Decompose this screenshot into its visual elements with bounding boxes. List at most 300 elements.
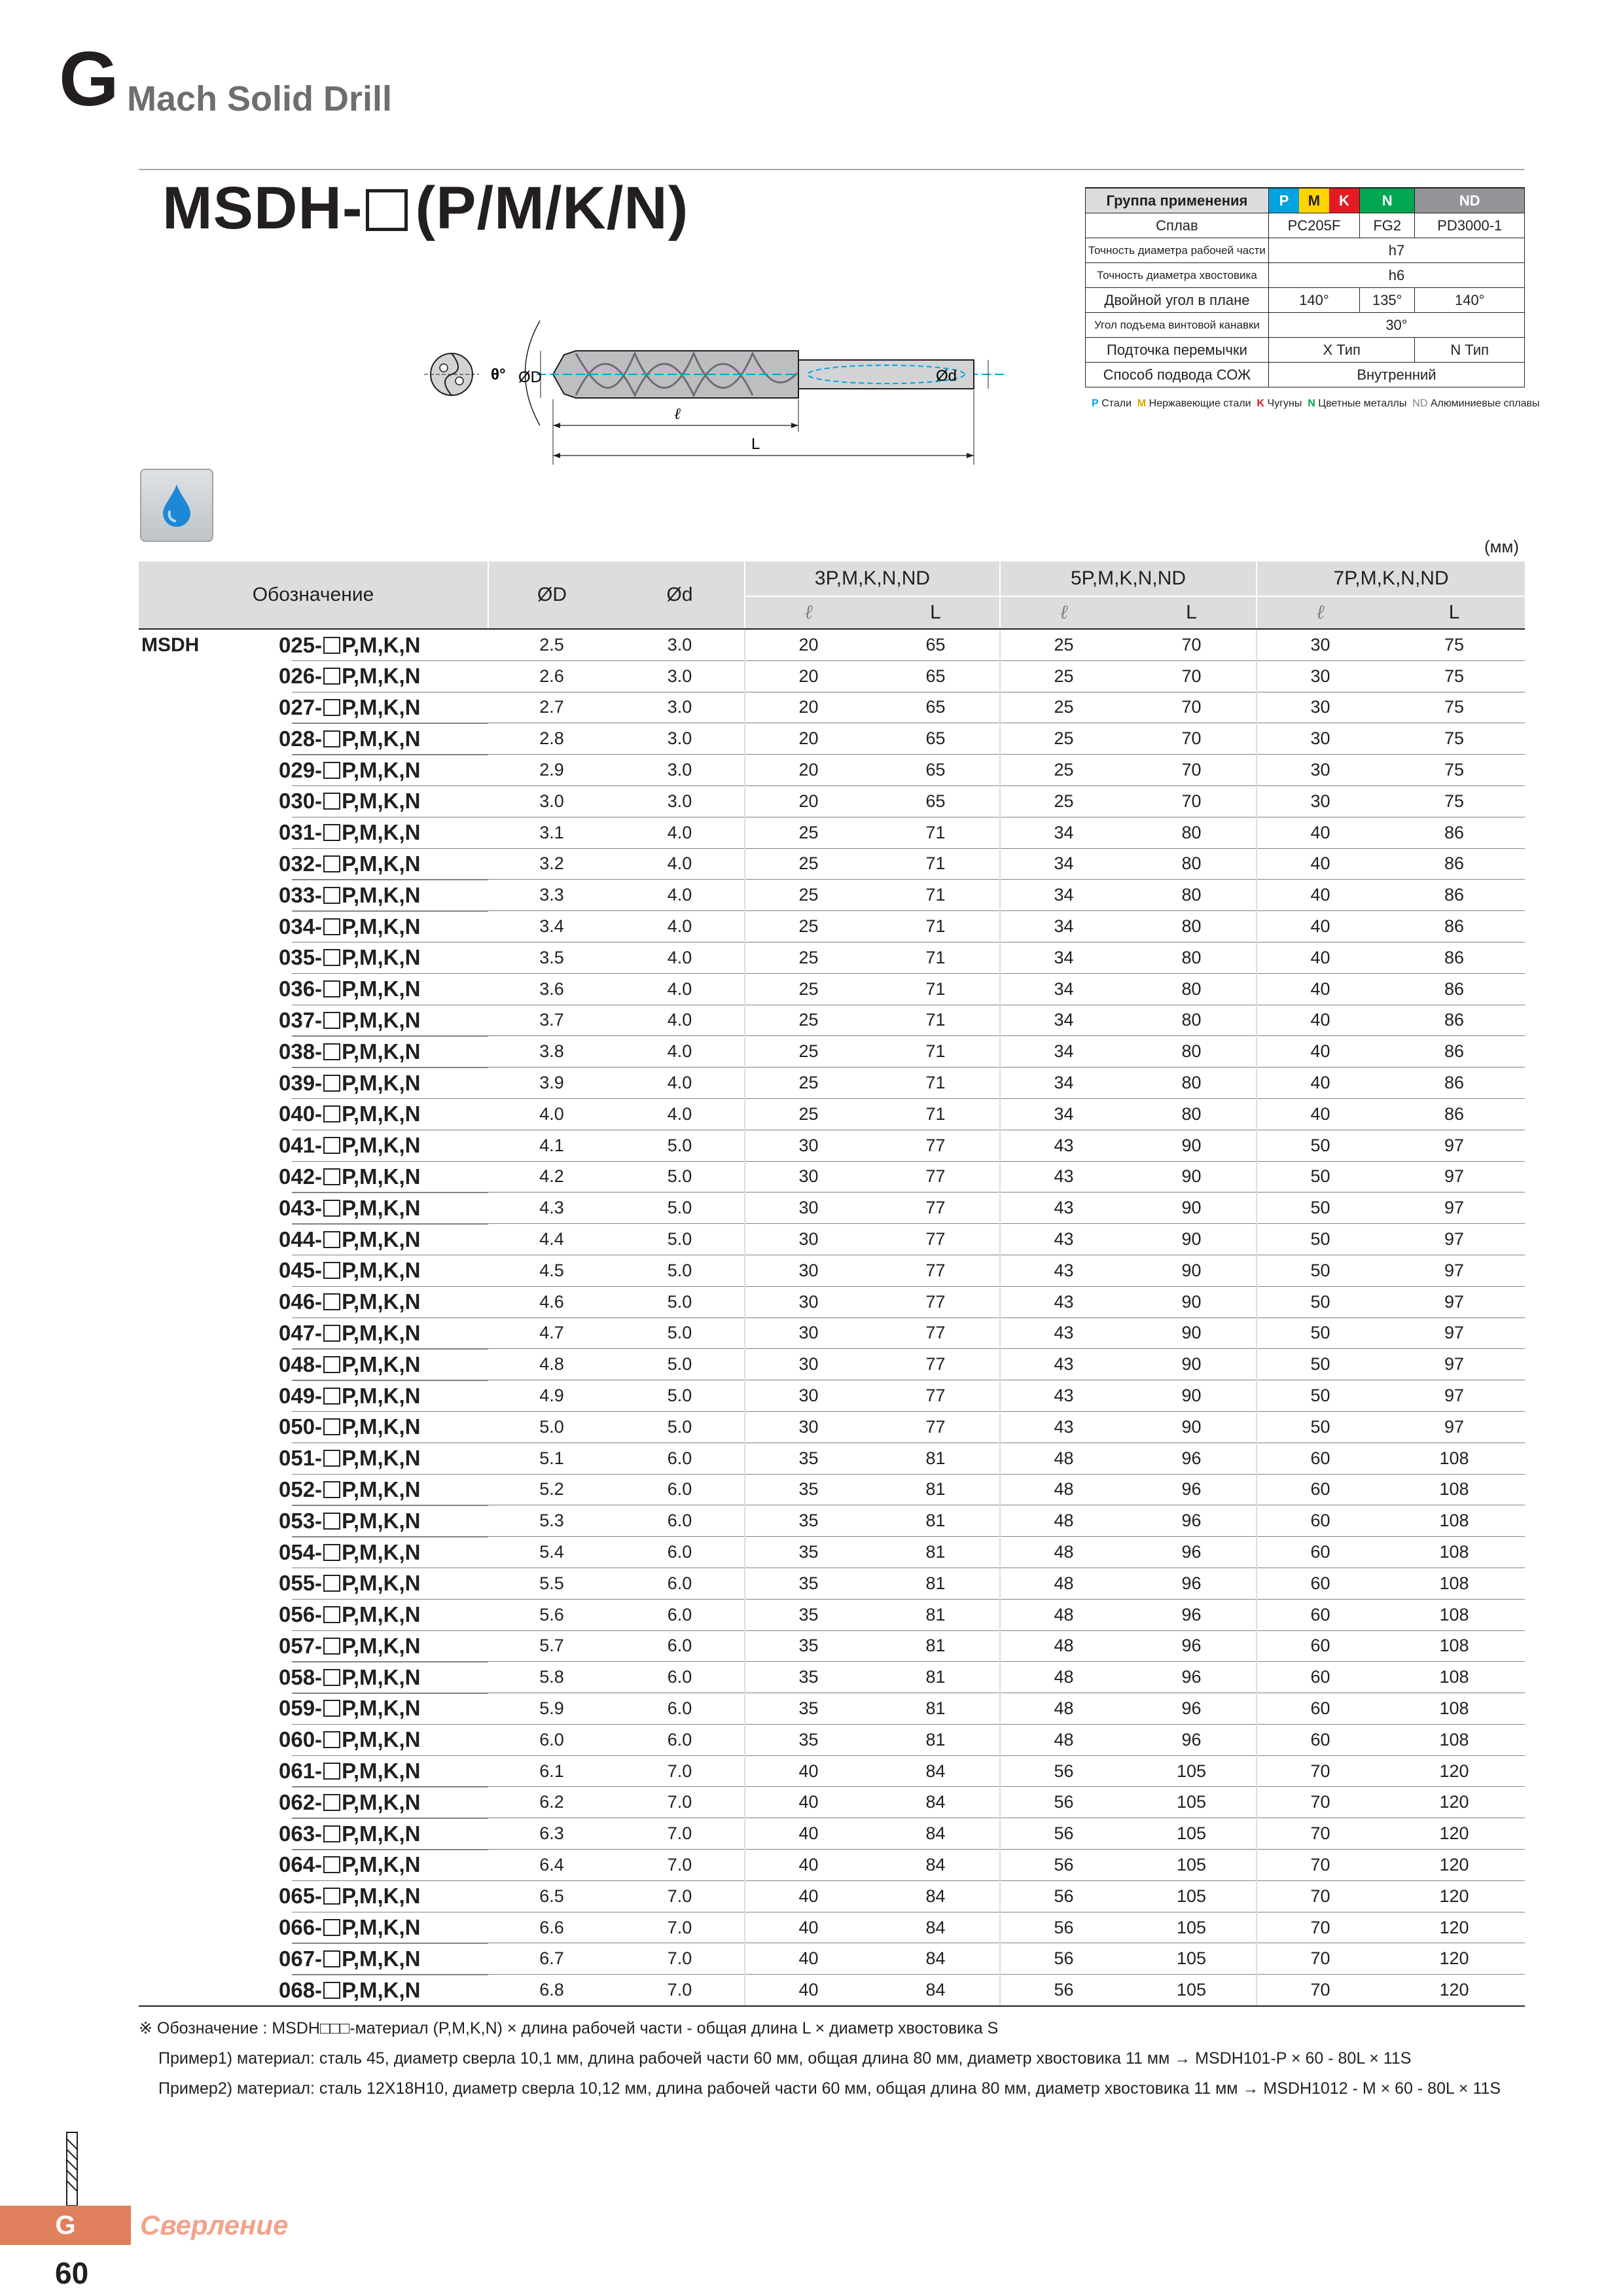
cell-L3: 65 — [872, 723, 1000, 755]
cell-L3: 77 — [872, 1224, 1000, 1255]
cell-l3: 30 — [745, 1411, 872, 1443]
cell-diameter-D: 3.9 — [488, 1067, 615, 1099]
placeholder-square-icon — [323, 949, 340, 966]
cell-diameter-d: 6.0 — [615, 1662, 745, 1693]
cell-l3: 25 — [745, 911, 872, 942]
cell-l5: 34 — [1000, 973, 1127, 1005]
designation-suffix: P,M,K,N — [342, 1227, 421, 1251]
table-row — [139, 1880, 1525, 1912]
cell-diameter-d: 3.0 — [615, 785, 745, 817]
cell-L7: 75 — [1383, 785, 1525, 817]
cell-diameter-d: 5.0 — [615, 1224, 745, 1255]
spec-work-tol: h7 — [1268, 238, 1524, 263]
designation-suffix: P,M,K,N — [342, 1852, 421, 1877]
table-row — [139, 1568, 1525, 1599]
note-designation: ※ Обозначение : MSDH□□□-материал (P,M,K,N) × длина рабочей части - общая длина L × диаметр хвостовика S — [139, 2019, 999, 2037]
cell-l3: 40 — [745, 1975, 872, 2006]
cell-L3: 71 — [872, 1005, 1000, 1036]
designation-code — [279, 1196, 420, 1221]
designation-code — [279, 883, 420, 908]
cell-l3: 40 — [745, 1850, 872, 1881]
placeholder-square-icon — [323, 699, 340, 716]
cell-l3: 25 — [745, 1098, 872, 1130]
cell-l3: 20 — [745, 723, 872, 755]
designation-number: 061- — [279, 1759, 323, 1784]
series-cell — [139, 1850, 488, 1881]
cell-l7: 60 — [1257, 1474, 1383, 1505]
series-cell — [139, 1474, 488, 1505]
table-row — [139, 1318, 1525, 1349]
series-cell — [139, 1662, 488, 1693]
cell-l3: 40 — [745, 1755, 872, 1787]
cell-diameter-d: 4.0 — [615, 973, 745, 1005]
cell-diameter-D: 5.8 — [488, 1662, 615, 1693]
cell-diameter-d: 3.0 — [615, 692, 745, 723]
cell-L3: 65 — [872, 629, 1000, 660]
cell-diameter-d: 6.0 — [615, 1474, 745, 1505]
designation-number: 062- — [279, 1789, 323, 1814]
designation-number: 029- — [279, 757, 323, 782]
placeholder-square-icon — [323, 855, 340, 872]
cell-l5: 56 — [1000, 1975, 1127, 2006]
col-group-3: 3P,M,K,N,ND — [745, 562, 1000, 596]
cell-diameter-D: 3.0 — [488, 785, 615, 817]
cell-l3: 35 — [745, 1474, 872, 1505]
designation-suffix: P,M,K,N — [342, 1320, 421, 1345]
cell-l3: 35 — [745, 1599, 872, 1630]
cell-l5: 34 — [1000, 911, 1127, 942]
designation-number: 025- — [279, 632, 323, 657]
drawing-l-big-label: L — [751, 435, 760, 453]
cell-diameter-D: 2.6 — [488, 660, 615, 692]
spec-alloy-label: Сплав — [1086, 213, 1269, 238]
designation-number: 037- — [279, 1007, 323, 1032]
series-cell — [139, 1537, 488, 1568]
designation-suffix: P,M,K,N — [342, 914, 421, 939]
series-cell — [139, 1098, 488, 1130]
cell-L5: 105 — [1127, 1912, 1257, 1943]
cell-diameter-D: 5.6 — [488, 1599, 615, 1630]
cell-l5: 34 — [1000, 848, 1127, 880]
legend-nd-key: ND — [1412, 398, 1428, 409]
cell-l5: 43 — [1000, 1349, 1127, 1380]
cell-diameter-D: 6.5 — [488, 1880, 615, 1912]
cell-diameter-d: 5.0 — [615, 1286, 745, 1318]
designation-code — [279, 1008, 420, 1033]
placeholder-square-icon — [323, 1763, 340, 1780]
designation-code — [279, 1384, 420, 1408]
col-5-l: ℓ — [1000, 596, 1127, 629]
table-row — [139, 1193, 1525, 1224]
designation-number: 044- — [279, 1227, 323, 1251]
cell-L5: 96 — [1127, 1693, 1257, 1725]
cell-diameter-D: 3.2 — [488, 848, 615, 880]
col-3-l: ℓ — [745, 596, 872, 629]
cell-l3: 25 — [745, 1067, 872, 1099]
designation-number: 038- — [279, 1039, 323, 1064]
cell-l3: 30 — [745, 1286, 872, 1318]
cell-diameter-D: 2.9 — [488, 755, 615, 786]
cell-diameter-d: 4.0 — [615, 1098, 745, 1130]
designation-number: 040- — [279, 1102, 323, 1126]
designation-number: 034- — [279, 914, 323, 939]
cell-diameter-D: 2.7 — [488, 692, 615, 723]
drill-diagram — [419, 308, 1014, 471]
designation-code — [279, 664, 420, 689]
cell-L7: 108 — [1383, 1474, 1525, 1505]
cell-diameter-D: 4.5 — [488, 1255, 615, 1286]
cell-diameter-D: 4.0 — [488, 1098, 615, 1130]
designation-suffix: P,M,K,N — [342, 726, 421, 751]
table-row — [139, 973, 1525, 1005]
col-group-5: 5P,M,K,N,ND — [1000, 562, 1257, 596]
cell-L3: 71 — [872, 848, 1000, 880]
series-cell — [139, 817, 488, 848]
designation-code — [279, 1164, 420, 1189]
designation-number: 053- — [279, 1508, 323, 1533]
cell-l3: 35 — [745, 1505, 872, 1537]
legend-n-text: Цветные металлы — [1318, 398, 1407, 409]
cell-diameter-d: 5.0 — [615, 1411, 745, 1443]
designation-number: 042- — [279, 1164, 323, 1189]
cell-l5: 48 — [1000, 1724, 1127, 1755]
cell-L3: 81 — [872, 1693, 1000, 1725]
cell-L5: 80 — [1127, 848, 1257, 880]
cell-L7: 86 — [1383, 942, 1525, 973]
spec-group-label: Группа применения — [1086, 188, 1269, 213]
cell-l7: 40 — [1257, 1036, 1383, 1067]
cell-L7: 108 — [1383, 1568, 1525, 1599]
series-cell — [139, 1443, 488, 1474]
col-group-7: 7P,M,K,N,ND — [1257, 562, 1525, 596]
spec-work-tol-label: Точность диаметра рабочей части — [1086, 238, 1269, 263]
cell-l3: 35 — [745, 1693, 872, 1725]
designation-code — [279, 1571, 420, 1596]
cell-L3: 77 — [872, 1161, 1000, 1193]
designation-code — [279, 1696, 420, 1721]
group-nd-badge: ND — [1415, 188, 1525, 213]
cell-l7: 40 — [1257, 942, 1383, 973]
cell-l3: 20 — [745, 629, 872, 660]
cell-L5: 80 — [1127, 1098, 1257, 1130]
cell-l7: 60 — [1257, 1505, 1383, 1537]
series-cell — [139, 1130, 488, 1161]
cell-l3: 35 — [745, 1443, 872, 1474]
cell-L5: 90 — [1127, 1349, 1257, 1380]
placeholder-square-icon — [323, 887, 340, 904]
designation-number: 051- — [279, 1446, 323, 1471]
series-cell — [139, 755, 488, 786]
cell-diameter-d: 6.0 — [615, 1568, 745, 1599]
placeholder-square-icon — [323, 1137, 340, 1154]
placeholder-square-icon — [323, 1481, 340, 1498]
cell-L3: 77 — [872, 1411, 1000, 1443]
cell-diameter-D: 2.8 — [488, 723, 615, 755]
cell-L3: 81 — [872, 1630, 1000, 1662]
cell-l7: 70 — [1257, 1818, 1383, 1850]
cell-diameter-d: 6.0 — [615, 1599, 745, 1630]
designation-suffix: P,M,K,N — [342, 1508, 421, 1533]
designation-number: 055- — [279, 1571, 323, 1596]
table-row — [139, 1067, 1525, 1099]
cell-L5: 96 — [1127, 1630, 1257, 1662]
designation-suffix: P,M,K,N — [342, 1633, 421, 1658]
series-cell — [139, 1880, 488, 1912]
cell-L7: 108 — [1383, 1599, 1525, 1630]
cell-L5: 90 — [1127, 1193, 1257, 1224]
designation-suffix: P,M,K,N — [342, 664, 421, 689]
designation-suffix: P,M,K,N — [342, 1696, 421, 1721]
cell-L3: 84 — [872, 1787, 1000, 1818]
cell-l5: 43 — [1000, 1255, 1127, 1286]
cell-L5: 90 — [1127, 1380, 1257, 1412]
footer-section-letter: G — [0, 2206, 131, 2245]
cell-L7: 108 — [1383, 1693, 1525, 1725]
cell-L7: 108 — [1383, 1443, 1525, 1474]
designation-suffix: P,M,K,N — [342, 1664, 421, 1689]
cell-L3: 84 — [872, 1850, 1000, 1881]
table-row — [139, 1912, 1525, 1943]
cell-l3: 20 — [745, 755, 872, 786]
cell-L7: 75 — [1383, 629, 1525, 660]
cell-l5: 34 — [1000, 880, 1127, 911]
series-cell — [139, 1693, 488, 1725]
cell-L5: 96 — [1127, 1599, 1257, 1630]
series-cell — [139, 1755, 488, 1787]
note-example-2: Пример2) материал: сталь 12Х18Н10, диаметр сверла 10,12 мм, длина рабочей части 60 мм, общая длина 80 мм, диаметр хвостовика 11 мм → MSDH1012 - M × 60 - 80L × 11S — [158, 2079, 1501, 2098]
cell-diameter-D: 5.0 — [488, 1411, 615, 1443]
spec-table — [1085, 187, 1525, 387]
drill-end-view-icon — [424, 353, 479, 395]
cell-l7: 60 — [1257, 1599, 1383, 1630]
internal-coolant-icon — [140, 469, 213, 542]
cell-l7: 60 — [1257, 1568, 1383, 1599]
cell-L5: 80 — [1127, 911, 1257, 942]
designation-number: 064- — [279, 1852, 323, 1877]
spec-helix-label: Угол подъема винтовой канавки — [1086, 313, 1269, 338]
cell-L5: 70 — [1127, 785, 1257, 817]
designation-suffix: P,M,K,N — [342, 1352, 421, 1376]
cell-l7: 70 — [1257, 1975, 1383, 2006]
designation-suffix: P,M,K,N — [342, 1383, 421, 1408]
placeholder-square-icon — [323, 980, 340, 997]
product-title-suffix: (P/M/K/N) — [415, 175, 689, 242]
drill-side-icon — [63, 2130, 81, 2208]
cell-L7: 108 — [1383, 1630, 1525, 1662]
cell-diameter-D: 4.9 — [488, 1380, 615, 1412]
cell-L5: 105 — [1127, 1850, 1257, 1881]
table-row — [139, 1662, 1525, 1693]
cell-l3: 35 — [745, 1568, 872, 1599]
cell-L5: 80 — [1127, 973, 1257, 1005]
cell-l3: 25 — [745, 1036, 872, 1067]
cell-diameter-D: 2.5 — [488, 629, 615, 660]
designation-suffix: P,M,K,N — [342, 632, 421, 657]
table-row — [139, 1818, 1525, 1850]
cell-diameter-D: 4.6 — [488, 1286, 615, 1318]
series-cell — [139, 1349, 488, 1380]
cell-diameter-D: 5.1 — [488, 1443, 615, 1474]
legend-p-text: Стали — [1101, 398, 1132, 409]
cell-l3: 25 — [745, 973, 872, 1005]
designation-number: 031- — [279, 820, 323, 845]
table-row — [139, 1443, 1525, 1474]
designation-code — [279, 1946, 420, 1971]
cell-L7: 86 — [1383, 848, 1525, 880]
cell-diameter-D: 6.2 — [488, 1787, 615, 1818]
cell-diameter-D: 5.7 — [488, 1630, 615, 1662]
cell-l7: 50 — [1257, 1380, 1383, 1412]
cell-diameter-D: 6.0 — [488, 1724, 615, 1755]
designation-number: 046- — [279, 1289, 323, 1314]
cell-diameter-d: 7.0 — [615, 1787, 745, 1818]
series-cell — [139, 1975, 488, 2006]
table-row — [139, 1161, 1525, 1193]
spec-shank-tol: h6 — [1268, 263, 1524, 288]
cell-diameter-d: 5.0 — [615, 1349, 745, 1380]
cell-L3: 71 — [872, 942, 1000, 973]
placeholder-square-icon — [323, 637, 340, 654]
designation-number: 041- — [279, 1133, 323, 1158]
spec-point-angle-pmk: 140° — [1268, 288, 1359, 313]
series-cell — [139, 785, 488, 817]
table-row — [139, 1755, 1525, 1787]
series-cell — [139, 692, 488, 723]
table-row — [139, 755, 1525, 786]
cell-L7: 108 — [1383, 1537, 1525, 1568]
cell-L7: 108 — [1383, 1505, 1525, 1537]
designation-suffix: P,M,K,N — [342, 820, 421, 845]
cell-diameter-d: 4.0 — [615, 1067, 745, 1099]
cell-L5: 105 — [1127, 1880, 1257, 1912]
cell-l5: 34 — [1000, 942, 1127, 973]
cell-L5: 96 — [1127, 1443, 1257, 1474]
cell-L3: 77 — [872, 1130, 1000, 1161]
designation-number: 033- — [279, 882, 323, 907]
cell-l7: 50 — [1257, 1130, 1383, 1161]
cell-diameter-D: 6.4 — [488, 1850, 615, 1881]
cell-L7: 75 — [1383, 723, 1525, 755]
placeholder-square-icon — [323, 1325, 340, 1342]
designation-code — [279, 1634, 420, 1659]
designation-code — [279, 1414, 420, 1439]
product-title-prefix: MSDH- — [162, 175, 363, 242]
cell-l7: 40 — [1257, 973, 1383, 1005]
table-row — [139, 1693, 1525, 1725]
series-cell — [139, 660, 488, 692]
cell-diameter-D: 5.9 — [488, 1693, 615, 1725]
spec-alloy-pmk: PC205F — [1268, 213, 1359, 238]
cell-L7: 97 — [1383, 1380, 1525, 1412]
cell-diameter-d: 7.0 — [615, 1850, 745, 1881]
col-designation: Обозначение — [139, 562, 488, 629]
cell-L7: 97 — [1383, 1224, 1525, 1255]
cell-L3: 71 — [872, 911, 1000, 942]
table-row — [139, 848, 1525, 880]
cell-l5: 56 — [1000, 1943, 1127, 1975]
cell-L3: 81 — [872, 1537, 1000, 1568]
placeholder-square-icon — [323, 1075, 340, 1092]
cell-diameter-d: 3.0 — [615, 660, 745, 692]
drill-size-table — [139, 562, 1525, 2007]
cell-l5: 56 — [1000, 1787, 1127, 1818]
cell-L5: 90 — [1127, 1318, 1257, 1349]
cell-L3: 65 — [872, 785, 1000, 817]
placeholder-square-icon — [323, 1105, 340, 1122]
table-row — [139, 1098, 1525, 1130]
placeholder-square-icon — [323, 1888, 340, 1905]
cell-L7: 108 — [1383, 1662, 1525, 1693]
cell-diameter-D: 4.4 — [488, 1224, 615, 1255]
cell-diameter-d: 4.0 — [615, 942, 745, 973]
cell-diameter-d: 4.0 — [615, 911, 745, 942]
cell-diameter-D: 5.4 — [488, 1537, 615, 1568]
cell-diameter-D: 6.1 — [488, 1755, 615, 1787]
designation-code — [279, 1727, 420, 1752]
cell-L5: 105 — [1127, 1755, 1257, 1787]
legend-k-key: K — [1257, 398, 1265, 409]
table-row — [139, 1224, 1525, 1255]
cell-L3: 84 — [872, 1755, 1000, 1787]
cell-L7: 97 — [1383, 1193, 1525, 1224]
spec-alloy-nd: PD3000-1 — [1415, 213, 1525, 238]
notes — [139, 2013, 1501, 2104]
cell-L3: 65 — [872, 755, 1000, 786]
series-cell — [139, 973, 488, 1005]
cell-l3: 25 — [745, 942, 872, 973]
cell-diameter-D: 3.1 — [488, 817, 615, 848]
designation-number: 059- — [279, 1696, 323, 1721]
designation-suffix: P,M,K,N — [342, 1102, 421, 1126]
cell-l7: 70 — [1257, 1755, 1383, 1787]
cell-l7: 40 — [1257, 911, 1383, 942]
placeholder-square-icon — [323, 762, 340, 779]
cell-L5: 96 — [1127, 1568, 1257, 1599]
note-example-1: Пример1) материал: сталь 45, диаметр сверла 10,1 мм, длина рабочей части 60 мм, общая длина 80 мм, диаметр хвостовика 11 мм → MSDH101-P × 60 - 80L × 11S — [158, 2049, 1412, 2068]
cell-L5: 80 — [1127, 942, 1257, 973]
designation-code — [279, 1915, 420, 1940]
cell-l7: 60 — [1257, 1537, 1383, 1568]
cell-l3: 30 — [745, 1161, 872, 1193]
table-row — [139, 1474, 1525, 1505]
designation-code — [279, 1540, 420, 1565]
series-cell — [139, 1161, 488, 1193]
series-cell — [139, 1318, 488, 1349]
cell-l7: 30 — [1257, 692, 1383, 723]
placeholder-square-icon — [323, 1450, 340, 1467]
group-p-badge: P — [1269, 188, 1299, 213]
cell-l7: 40 — [1257, 1098, 1383, 1130]
cell-l7: 40 — [1257, 1005, 1383, 1036]
cell-L5: 105 — [1127, 1818, 1257, 1850]
cell-L7: 86 — [1383, 911, 1525, 942]
cell-l5: 43 — [1000, 1411, 1127, 1443]
cell-L5: 90 — [1127, 1161, 1257, 1193]
designation-number: 035- — [279, 945, 323, 970]
cell-l5: 34 — [1000, 817, 1127, 848]
cell-diameter-D: 3.3 — [488, 880, 615, 911]
cell-l5: 48 — [1000, 1443, 1127, 1474]
series-cell — [139, 723, 488, 755]
cell-l3: 40 — [745, 1818, 872, 1850]
cell-L5: 96 — [1127, 1505, 1257, 1537]
cell-L5: 80 — [1127, 1036, 1257, 1067]
cell-diameter-d: 4.0 — [615, 1005, 745, 1036]
series-cell — [139, 1067, 488, 1099]
designation-code — [279, 1133, 420, 1158]
cell-L7: 120 — [1383, 1912, 1525, 1943]
table-row — [139, 1943, 1525, 1975]
